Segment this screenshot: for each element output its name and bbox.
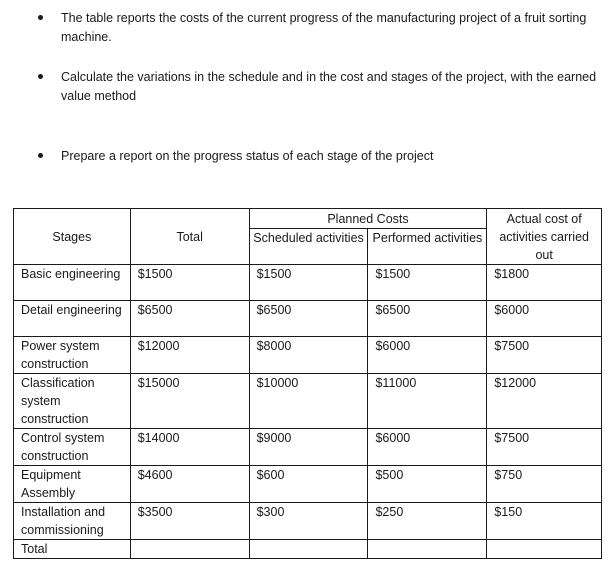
actual-cell: $12000 [487,374,602,429]
table-row [14,374,602,429]
actual-cell: $7500 [487,337,602,374]
performed-cell: $6000 [368,429,487,466]
bullet-dot-icon [38,74,43,79]
stages-header: Stages [14,209,131,265]
stage-cell: Installation and commissioning [14,503,131,540]
total-cell: $12000 [130,337,249,374]
bullet-dot-icon [38,153,43,158]
actual-cell: $750 [487,466,602,503]
performed-cell: $250 [368,503,487,540]
actual-cell [487,540,602,559]
scheduled-cell: $10000 [249,374,368,429]
scheduled-cell: $9000 [249,429,368,466]
total-header: Total [130,209,249,265]
table-row [14,337,602,374]
scheduled-cell: $1500 [249,265,368,301]
performed-cell: $500 [368,466,487,503]
performed-cell: $6000 [368,337,487,374]
total-cell [130,540,249,559]
stage-cell: Control system construction [14,429,131,466]
total-label: Total [14,540,131,559]
performed-cell: $11000 [368,374,487,429]
bullet-dot-icon [38,15,43,20]
stage-cell: Power system construction [14,337,131,374]
performed-cell [368,540,487,559]
table-row [14,503,602,540]
total-cell: $1500 [130,265,249,301]
planned-costs-header: Planned Costs [249,209,487,229]
bullet-text: Calculate the variations in the schedule and in the cost and stages of the project, with the earned value method [61,70,597,103]
scheduled-header: Scheduled activities [249,229,368,265]
table-row [14,301,602,337]
actual-cell: $1800 [487,265,602,301]
total-cell: $14000 [130,429,249,466]
table-row [14,265,602,301]
actual-cell: $150 [487,503,602,540]
scheduled-cell: $8000 [249,337,368,374]
scheduled-cell: $600 [249,466,368,503]
header-row [14,209,602,229]
performed-cell: $1500 [368,265,487,301]
scheduled-cell: $300 [249,503,368,540]
actual-cell: $7500 [487,429,602,466]
total-row [14,540,602,559]
total-cell: $15000 [130,374,249,429]
performed-cell: $6500 [368,301,487,337]
actual-cell: $6000 [487,301,602,337]
scheduled-cell [249,540,368,559]
stage-cell: Detail engineering [14,301,131,337]
bullet-text: Prepare a report on the progress status of each stage of the project [61,149,434,163]
project-cost-table [13,208,602,559]
table-row [14,429,602,466]
total-cell: $3500 [130,503,249,540]
stage-cell: Basic engineering [14,265,131,301]
stage-cell: Classification system construction [14,374,131,429]
stage-cell: Equipment Assembly [14,466,131,503]
scheduled-cell: $6500 [249,301,368,337]
actual-cost-header: Actual cost of activities carried out [487,209,602,265]
table-row [14,466,602,503]
total-cell: $6500 [130,301,249,337]
bullet-text: The table reports the costs of the current progress of the manufacturing project of a fruit sorting machine. [61,11,587,44]
performed-header: Performed activities [368,229,487,265]
total-cell: $4600 [130,466,249,503]
